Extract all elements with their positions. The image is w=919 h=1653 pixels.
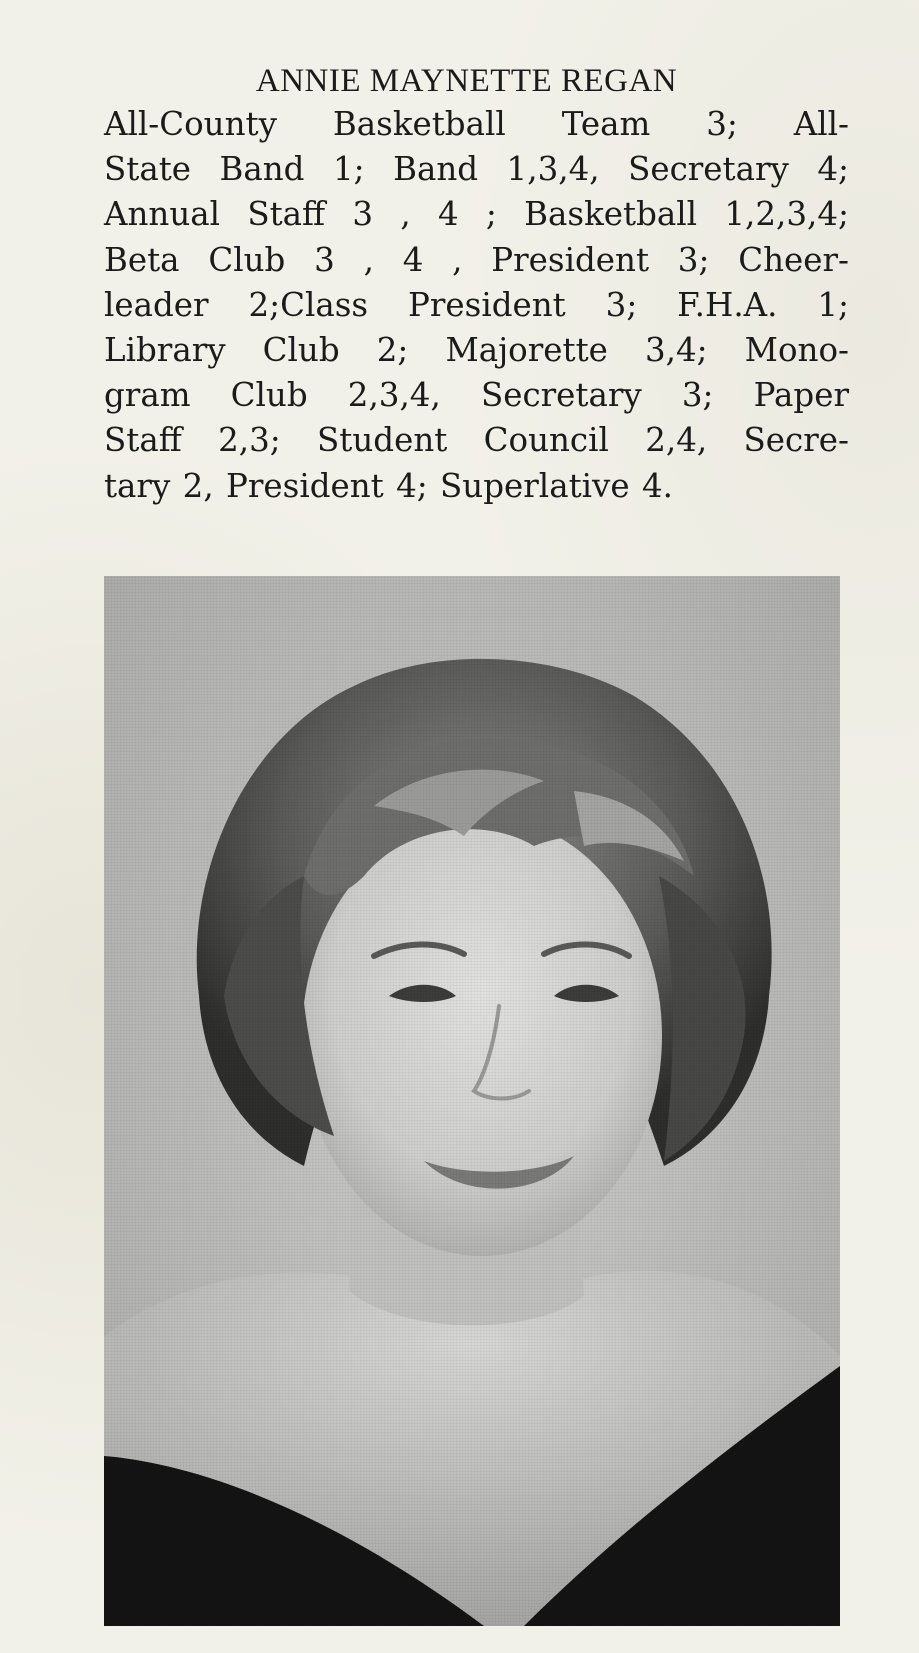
activity-line: Staff 2,3; Student Council 2,4, Secre- <box>104 421 849 460</box>
activity-line: tary 2, President 4; Superlative 4. <box>104 466 673 505</box>
activity-line: All-County Basketball Team 3; All- <box>104 105 849 143</box>
student-portrait-photo <box>104 576 840 1626</box>
student-caption <box>104 60 849 509</box>
activity-line: gram Club 2,3,4, Secretary 3; Paper <box>104 376 849 415</box>
activity-line: State Band 1; Band 1,3,4, Secretary 4; <box>104 150 849 189</box>
activity-line: leader 2;Class President 3; F.H.A. 1; <box>104 285 849 324</box>
activity-line: Beta Club 3 , 4 , President 3; Cheer- <box>104 240 849 279</box>
activity-line: Library Club 2; Majorette 3,4; Mono- <box>104 331 849 370</box>
student-name: ANNIE MAYNETTE REGAN <box>255 63 678 99</box>
activity-line: Annual Staff 3 , 4 ; Basketball 1,2,3,4; <box>104 195 849 234</box>
activities-text <box>104 102 849 509</box>
portrait-illustration <box>104 576 840 1626</box>
